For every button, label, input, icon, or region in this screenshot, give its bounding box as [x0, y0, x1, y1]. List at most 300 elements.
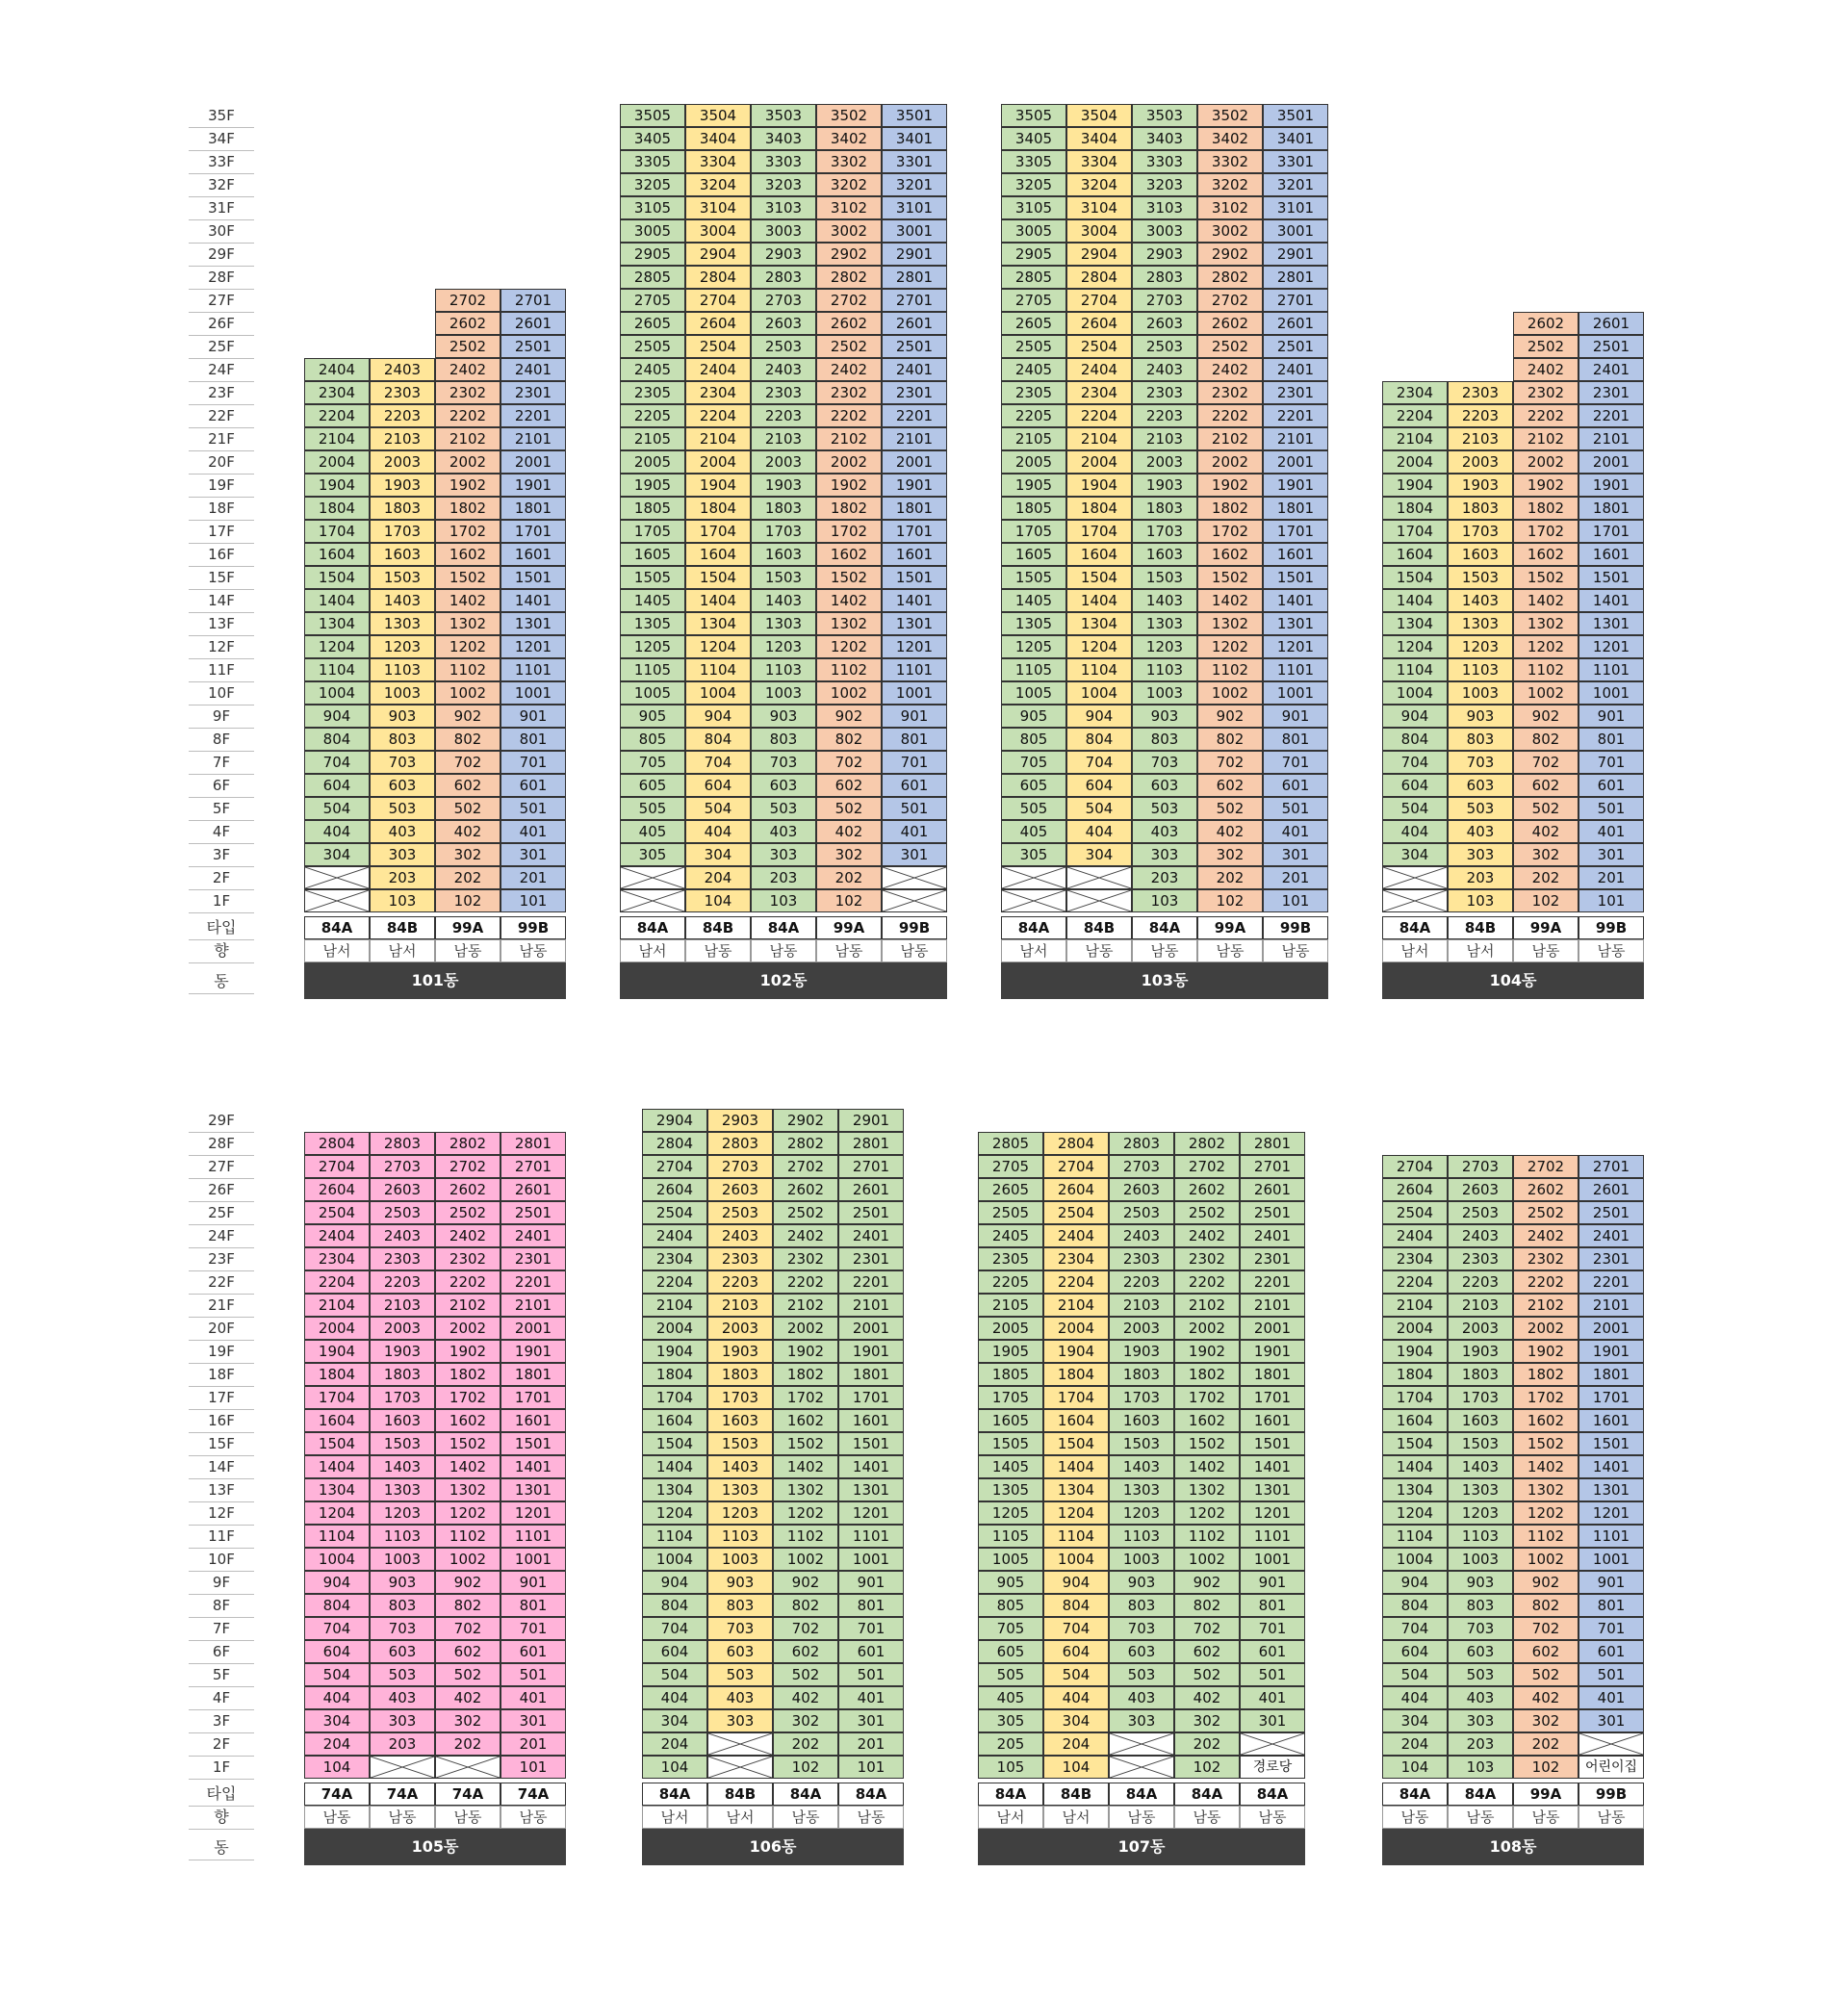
unit-cell: 2902 — [773, 1109, 838, 1132]
unit-cell: 1102 — [435, 1525, 500, 1548]
empty-unit-cell — [435, 1756, 500, 1779]
unit-cell: 1702 — [773, 1386, 838, 1409]
floor-label: 29F — [189, 243, 254, 267]
unit-cell: 2403 — [370, 1224, 435, 1247]
unit-cell: 2104 — [1066, 427, 1132, 450]
unit-cell: 2401 — [1578, 1224, 1644, 1247]
unit-cell: 403 — [370, 820, 435, 843]
unit-cell: 403 — [751, 820, 816, 843]
unit-cell: 501 — [1240, 1663, 1305, 1686]
floor-label: 27F — [189, 1155, 254, 1179]
unit-cell: 1502 — [1513, 1432, 1578, 1455]
unit-type-cell: 99B — [1263, 916, 1328, 939]
unit-cell: 1302 — [816, 612, 882, 635]
unit-cell: 1204 — [304, 635, 370, 658]
unit-cell: 2704 — [304, 1155, 370, 1178]
unit-cell: 702 — [1174, 1617, 1240, 1640]
unit-cell: 604 — [304, 1640, 370, 1663]
unit-cell: 2803 — [751, 266, 816, 289]
unit-cell: 901 — [1263, 705, 1328, 728]
unit-cell: 1103 — [751, 658, 816, 681]
unit-cell: 1102 — [1197, 658, 1263, 681]
unit-cell: 904 — [642, 1571, 707, 1594]
unit-cell: 902 — [1197, 705, 1263, 728]
unit-cell: 404 — [685, 820, 751, 843]
unit-cell: 301 — [500, 1709, 566, 1732]
unit-cell: 2003 — [370, 450, 435, 474]
direction-cell: 남동 — [685, 939, 751, 962]
unit-cell: 104 — [1043, 1756, 1109, 1779]
unit-cell: 1802 — [773, 1363, 838, 1386]
unit-cell: 602 — [1174, 1640, 1240, 1663]
unit-cell: 1201 — [882, 635, 947, 658]
unit-cell: 604 — [642, 1640, 707, 1663]
unit-cell: 2005 — [1001, 450, 1066, 474]
unit-cell: 904 — [1382, 705, 1448, 728]
floor-label: 26F — [189, 312, 254, 336]
unit-cell: 504 — [304, 1663, 370, 1686]
unit-type-cell: 84A — [773, 1783, 838, 1806]
unit-cell: 1404 — [685, 589, 751, 612]
floor-label: 6F — [189, 1640, 254, 1664]
unit-cell: 2105 — [1001, 427, 1066, 450]
unit-cell: 1401 — [1240, 1455, 1305, 1478]
unit-cell: 1204 — [1043, 1501, 1109, 1525]
unit-type-cell: 84A — [1382, 1783, 1448, 1806]
unit-cell: 3305 — [1001, 150, 1066, 173]
unit-cell: 1602 — [773, 1409, 838, 1432]
unit-cell: 3301 — [1263, 150, 1328, 173]
unit-cell: 2504 — [642, 1201, 707, 1224]
unit-cell: 1502 — [1197, 566, 1263, 589]
unit-cell: 1705 — [1001, 520, 1066, 543]
empty-unit-cell — [304, 889, 370, 912]
unit-cell: 2304 — [304, 1247, 370, 1270]
unit-cell: 1104 — [304, 1525, 370, 1548]
unit-cell: 2504 — [304, 1201, 370, 1224]
unit-cell: 3503 — [751, 104, 816, 127]
unit-cell: 1902 — [773, 1340, 838, 1363]
unit-cell: 1003 — [751, 681, 816, 705]
unit-cell: 2404 — [1043, 1224, 1109, 1247]
unit-cell: 1704 — [1043, 1386, 1109, 1409]
unit-cell: 704 — [304, 1617, 370, 1640]
unit-cell: 2702 — [1513, 1155, 1578, 1178]
unit-cell: 2502 — [435, 335, 500, 358]
unit-cell: 602 — [1513, 1640, 1578, 1663]
unit-cell: 2702 — [816, 289, 882, 312]
floor-label: 9F — [189, 705, 254, 729]
unit-cell: 304 — [1066, 843, 1132, 866]
unit-cell: 2204 — [304, 404, 370, 427]
unit-cell: 1901 — [1240, 1340, 1305, 1363]
unit-cell: 402 — [1513, 820, 1578, 843]
unit-cell: 3004 — [1066, 219, 1132, 243]
unit-cell: 1302 — [1197, 612, 1263, 635]
floor-label: 19F — [189, 1340, 254, 1364]
unit-cell: 1002 — [773, 1548, 838, 1571]
unit-cell: 1303 — [1448, 1478, 1513, 1501]
unit-cell: 302 — [435, 843, 500, 866]
unit-cell: 3502 — [816, 104, 882, 127]
unit-cell: 703 — [1448, 1617, 1513, 1640]
unit-cell: 603 — [370, 1640, 435, 1663]
direction-cell: 남동 — [500, 939, 566, 962]
unit-cell: 801 — [1263, 728, 1328, 751]
unit-cell: 1201 — [838, 1501, 904, 1525]
unit-cell: 305 — [620, 843, 685, 866]
unit-cell: 1505 — [1001, 566, 1066, 589]
floor-label: 24F — [189, 358, 254, 382]
unit-cell: 403 — [1448, 820, 1513, 843]
unit-cell: 302 — [1197, 843, 1263, 866]
unit-cell: 1403 — [1448, 589, 1513, 612]
unit-cell: 701 — [1263, 751, 1328, 774]
unit-cell: 1102 — [1513, 658, 1578, 681]
floor-label: 30F — [189, 219, 254, 244]
unit-cell: 305 — [978, 1709, 1043, 1732]
unit-cell: 3102 — [1197, 196, 1263, 219]
unit-cell: 303 — [707, 1709, 773, 1732]
row-label-building: 동 — [189, 1836, 254, 1860]
unit-cell: 2903 — [707, 1109, 773, 1132]
unit-cell: 103 — [370, 889, 435, 912]
direction-cell: 남동 — [435, 939, 500, 962]
unit-cell: 703 — [1109, 1617, 1174, 1640]
floor-label: 34F — [189, 127, 254, 151]
unit-cell: 1602 — [1174, 1409, 1240, 1432]
direction-cell: 남동 — [435, 1806, 500, 1829]
unit-cell: 2501 — [882, 335, 947, 358]
unit-cell: 204 — [1382, 1732, 1448, 1756]
unit-cell: 1101 — [1578, 658, 1644, 681]
unit-cell: 2304 — [1043, 1247, 1109, 1270]
unit-cell: 603 — [1109, 1640, 1174, 1663]
unit-cell: 2004 — [304, 1317, 370, 1340]
unit-cell: 502 — [1513, 1663, 1578, 1686]
unit-cell: 1204 — [642, 1501, 707, 1525]
unit-cell: 701 — [500, 751, 566, 774]
unit-cell: 1502 — [435, 566, 500, 589]
unit-cell: 1904 — [1382, 474, 1448, 497]
unit-cell: 303 — [1448, 1709, 1513, 1732]
unit-type-cell: 99B — [882, 916, 947, 939]
unit-cell: 102 — [1174, 1756, 1240, 1779]
unit-cell: 3204 — [1066, 173, 1132, 196]
unit-cell: 1203 — [751, 635, 816, 658]
building-name-bar: 105동 — [304, 1829, 566, 1865]
unit-cell: 2001 — [838, 1317, 904, 1340]
unit-cell: 605 — [1001, 774, 1066, 797]
unit-cell: 1104 — [304, 658, 370, 681]
unit-cell: 1801 — [500, 1363, 566, 1386]
direction-cell: 남동 — [1066, 939, 1132, 962]
unit-cell: 1304 — [304, 1478, 370, 1501]
unit-cell: 901 — [1578, 705, 1644, 728]
unit-cell: 2502 — [1513, 1201, 1578, 1224]
unit-cell: 3503 — [1132, 104, 1197, 127]
unit-cell: 2501 — [1263, 335, 1328, 358]
unit-cell: 1402 — [1513, 1455, 1578, 1478]
unit-cell: 701 — [838, 1617, 904, 1640]
unit-cell: 801 — [838, 1594, 904, 1617]
empty-cross-icon — [1002, 890, 1065, 911]
unit-cell: 1404 — [642, 1455, 707, 1478]
unit-cell: 1304 — [1043, 1478, 1109, 1501]
unit-cell: 2601 — [1240, 1178, 1305, 1201]
unit-cell: 1703 — [751, 520, 816, 543]
unit-cell: 502 — [816, 797, 882, 820]
unit-cell: 1701 — [500, 1386, 566, 1409]
unit-cell: 1405 — [978, 1455, 1043, 1478]
unit-cell: 304 — [304, 1709, 370, 1732]
unit-cell: 1502 — [1513, 566, 1578, 589]
unit-cell: 1902 — [1513, 474, 1578, 497]
unit-cell: 3001 — [1263, 219, 1328, 243]
unit-cell: 1304 — [1382, 1478, 1448, 1501]
direction-cell: 남동 — [1174, 1806, 1240, 1829]
unit-cell: 2102 — [1174, 1294, 1240, 1317]
empty-cross-icon — [1002, 867, 1065, 888]
unit-cell: 1004 — [1382, 1548, 1448, 1571]
unit-cell: 1502 — [1174, 1432, 1240, 1455]
unit-cell: 1404 — [304, 1455, 370, 1478]
floor-label: 32F — [189, 173, 254, 197]
unit-cell: 1502 — [816, 566, 882, 589]
unit-cell: 2602 — [1513, 312, 1578, 335]
unit-cell: 3201 — [1263, 173, 1328, 196]
unit-cell: 503 — [751, 797, 816, 820]
unit-cell: 2702 — [435, 1155, 500, 1178]
direction-cell: 남동 — [304, 1806, 370, 1829]
unit-cell: 2103 — [1448, 427, 1513, 450]
empty-cross-icon — [305, 890, 369, 911]
unit-cell: 1602 — [435, 1409, 500, 1432]
unit-type-cell: 74A — [370, 1783, 435, 1806]
empty-cross-icon — [1067, 890, 1131, 911]
direction-cell: 남동 — [773, 1806, 838, 1829]
building-name-bar: 107동 — [978, 1829, 1305, 1865]
unit-type-cell: 84A — [751, 916, 816, 939]
unit-cell: 2901 — [838, 1109, 904, 1132]
unit-cell: 1304 — [685, 612, 751, 635]
unit-cell: 1404 — [1066, 589, 1132, 612]
unit-cell: 3403 — [1132, 127, 1197, 150]
unit-cell: 2202 — [816, 404, 882, 427]
unit-cell: 2904 — [685, 243, 751, 266]
unit-cell: 1703 — [370, 1386, 435, 1409]
unit-cell: 1701 — [1578, 1386, 1644, 1409]
unit-cell: 1902 — [816, 474, 882, 497]
unit-cell: 3505 — [1001, 104, 1066, 127]
building-name-bar: 104동 — [1382, 962, 1644, 999]
unit-cell: 401 — [838, 1686, 904, 1709]
unit-cell: 1205 — [1001, 635, 1066, 658]
unit-cell: 1903 — [370, 1340, 435, 1363]
unit-cell: 2105 — [620, 427, 685, 450]
unit-cell: 2201 — [500, 404, 566, 427]
unit-cell: 601 — [500, 774, 566, 797]
unit-cell: 603 — [1448, 1640, 1513, 1663]
empty-unit-cell — [1066, 866, 1132, 889]
empty-unit-cell — [707, 1756, 773, 1779]
unit-cell: 2602 — [435, 1178, 500, 1201]
floor-label: 24F — [189, 1224, 254, 1248]
unit-cell: 401 — [1263, 820, 1328, 843]
unit-cell: 803 — [1109, 1594, 1174, 1617]
unit-cell: 1902 — [435, 474, 500, 497]
unit-cell: 2503 — [370, 1201, 435, 1224]
unit-cell: 1903 — [1132, 474, 1197, 497]
unit-cell: 802 — [435, 1594, 500, 1617]
unit-type-cell: 84A — [978, 1783, 1043, 1806]
empty-unit-cell — [1001, 866, 1066, 889]
unit-cell: 2502 — [1174, 1201, 1240, 1224]
floor-label: 28F — [189, 266, 254, 290]
floor-label: 18F — [189, 1363, 254, 1387]
unit-cell: 2303 — [1448, 1247, 1513, 1270]
unit-cell: 2502 — [1197, 335, 1263, 358]
unit-cell: 1802 — [1197, 497, 1263, 520]
unit-cell: 1703 — [370, 520, 435, 543]
unit-cell: 1903 — [751, 474, 816, 497]
unit-cell: 704 — [1066, 751, 1132, 774]
unit-cell: 1203 — [370, 1501, 435, 1525]
unit-cell: 1803 — [1448, 1363, 1513, 1386]
unit-cell: 1101 — [1240, 1525, 1305, 1548]
unit-cell: 1903 — [1448, 1340, 1513, 1363]
unit-cell: 1002 — [435, 681, 500, 705]
floor-label: 25F — [189, 1201, 254, 1225]
unit-cell: 2205 — [1001, 404, 1066, 427]
direction-cell: 남동 — [1448, 1806, 1513, 1829]
unit-cell: 501 — [1578, 1663, 1644, 1686]
unit-cell: 802 — [1174, 1594, 1240, 1617]
empty-cross-icon — [1383, 890, 1447, 911]
unit-cell: 1404 — [1043, 1455, 1109, 1478]
unit-cell: 2801 — [838, 1132, 904, 1155]
unit-cell: 2403 — [370, 358, 435, 381]
unit-cell: 2403 — [1448, 1224, 1513, 1247]
unit-cell: 2101 — [882, 427, 947, 450]
unit-cell: 1702 — [1174, 1386, 1240, 1409]
unit-cell: 2802 — [435, 1132, 500, 1155]
unit-cell: 2701 — [1578, 1155, 1644, 1178]
floor-label: 23F — [189, 381, 254, 405]
unit-cell: 1304 — [304, 612, 370, 635]
unit-cell: 402 — [435, 820, 500, 843]
unit-cell: 2602 — [1197, 312, 1263, 335]
unit-cell: 1705 — [620, 520, 685, 543]
unit-cell: 3204 — [685, 173, 751, 196]
unit-cell: 2605 — [978, 1178, 1043, 1201]
unit-cell: 2503 — [1448, 1201, 1513, 1224]
unit-cell: 2603 — [1109, 1178, 1174, 1201]
unit-cell: 905 — [1001, 705, 1066, 728]
unit-cell: 1403 — [1109, 1455, 1174, 1478]
unit-cell: 2602 — [435, 312, 500, 335]
unit-cell: 504 — [304, 797, 370, 820]
unit-cell: 1002 — [1174, 1548, 1240, 1571]
floor-label: 14F — [189, 1455, 254, 1479]
direction-cell: 남동 — [1578, 939, 1644, 962]
unit-cell: 1202 — [816, 635, 882, 658]
unit-cell: 2705 — [1001, 289, 1066, 312]
unit-cell: 1001 — [500, 1548, 566, 1571]
unit-cell: 703 — [370, 1617, 435, 1640]
unit-cell: 1201 — [1578, 635, 1644, 658]
direction-cell: 남서 — [1382, 939, 1448, 962]
unit-cell: 2302 — [435, 1247, 500, 1270]
unit-cell: 3001 — [882, 219, 947, 243]
row-label-direction: 향 — [189, 1806, 254, 1830]
unit-cell: 101 — [1263, 889, 1328, 912]
unit-cell: 2702 — [435, 289, 500, 312]
unit-cell: 2203 — [1448, 1270, 1513, 1294]
direction-cell: 남동 — [1132, 939, 1197, 962]
unit-cell: 204 — [1043, 1732, 1109, 1756]
unit-cell: 605 — [620, 774, 685, 797]
unit-cell: 1503 — [1448, 1432, 1513, 1455]
unit-cell: 1202 — [435, 635, 500, 658]
unit-cell: 3405 — [1001, 127, 1066, 150]
empty-unit-cell — [882, 866, 947, 889]
unit-cell: 2204 — [642, 1270, 707, 1294]
unit-cell: 504 — [1382, 797, 1448, 820]
unit-cell: 3505 — [620, 104, 685, 127]
unit-cell: 1401 — [500, 589, 566, 612]
floor-label: 19F — [189, 474, 254, 498]
unit-cell: 502 — [435, 1663, 500, 1686]
empty-cross-icon — [1579, 1733, 1643, 1755]
unit-cell: 601 — [882, 774, 947, 797]
unit-cell: 1504 — [1382, 1432, 1448, 1455]
floor-label: 2F — [189, 1732, 254, 1757]
unit-cell: 2504 — [1382, 1201, 1448, 1224]
unit-cell: 802 — [816, 728, 882, 751]
unit-cell: 402 — [1174, 1686, 1240, 1709]
unit-cell: 2601 — [1578, 312, 1644, 335]
unit-cell: 1401 — [882, 589, 947, 612]
unit-cell: 2301 — [500, 381, 566, 404]
unit-cell: 2802 — [1197, 266, 1263, 289]
unit-cell: 1903 — [1109, 1340, 1174, 1363]
unit-cell: 702 — [435, 1617, 500, 1640]
unit-cell: 2303 — [707, 1247, 773, 1270]
unit-cell: 1804 — [1382, 1363, 1448, 1386]
unit-cell: 1604 — [1382, 1409, 1448, 1432]
unit-cell: 303 — [1109, 1709, 1174, 1732]
unit-cell: 2704 — [685, 289, 751, 312]
unit-type-cell: 99B — [1578, 1783, 1644, 1806]
unit-cell: 1602 — [1513, 543, 1578, 566]
unit-cell: 1604 — [1043, 1409, 1109, 1432]
unit-cell: 102 — [773, 1756, 838, 1779]
unit-cell: 1903 — [707, 1340, 773, 1363]
unit-cell: 704 — [1043, 1617, 1109, 1640]
unit-cell: 903 — [751, 705, 816, 728]
unit-cell: 303 — [1448, 843, 1513, 866]
unit-cell: 2201 — [500, 1270, 566, 1294]
empty-unit-cell — [1382, 866, 1448, 889]
unit-cell: 2003 — [1132, 450, 1197, 474]
unit-cell: 2601 — [500, 1178, 566, 1201]
unit-cell: 304 — [1382, 1709, 1448, 1732]
unit-cell: 505 — [1001, 797, 1066, 820]
unit-cell: 1802 — [1513, 1363, 1578, 1386]
unit-cell: 301 — [838, 1709, 904, 1732]
empty-cross-icon — [708, 1757, 772, 1778]
